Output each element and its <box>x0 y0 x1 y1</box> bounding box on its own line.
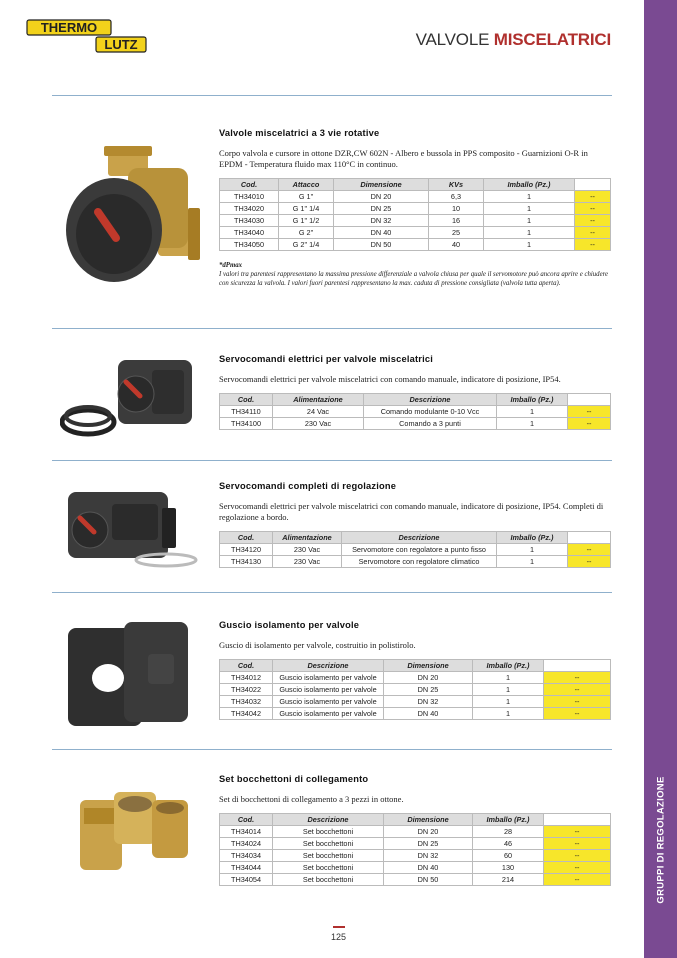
cell: TH34054 <box>220 874 273 886</box>
section-divider <box>52 749 612 750</box>
cell: TH34010 <box>220 191 279 203</box>
cell: DN 50 <box>334 239 429 251</box>
cell: G 1" <box>279 191 334 203</box>
table-row <box>220 862 611 874</box>
cell: TH34024 <box>220 838 273 850</box>
table-row <box>220 227 611 239</box>
col-attacco: Attacco <box>279 179 334 191</box>
cell: Set bocchettoni <box>273 862 384 874</box>
table-row <box>220 672 611 684</box>
section-complete-actuators <box>219 481 609 568</box>
col-imballo: Imballo (Pz.) <box>484 179 575 191</box>
cell: DN 25 <box>384 838 473 850</box>
cell: DN 40 <box>384 862 473 874</box>
brand-line2: LUTZ <box>104 37 138 52</box>
cell: TH34130 <box>220 556 273 568</box>
price-cell: -- <box>544 850 611 862</box>
cell: TH34120 <box>220 544 273 556</box>
cell: 28 <box>473 826 544 838</box>
section-title: Valvole miscelatrici a 3 vie rotative <box>219 128 380 138</box>
controller-actuator-photo <box>62 478 202 574</box>
cell: 1 <box>484 191 575 203</box>
page-title <box>416 30 611 50</box>
cell: Guscio isolamento per valvole <box>273 708 384 720</box>
cell: Comando modulante 0-10 Vcc <box>364 406 497 418</box>
cell: 46 <box>473 838 544 850</box>
section-title: Set bocchettoni di collegamento <box>219 774 369 784</box>
col-cod: Cod. <box>220 179 279 191</box>
col-imballo: Imballo (Pz.) <box>497 532 568 544</box>
col-descrizione: Descrizione <box>364 394 497 406</box>
cell: 1 <box>497 556 568 568</box>
cell: 1 <box>497 418 568 430</box>
cell: DN 20 <box>334 191 429 203</box>
price-cell: -- <box>544 826 611 838</box>
cell: TH34034 <box>220 850 273 862</box>
col-alimentazione: Alimentazione <box>273 394 364 406</box>
section-title: Servocomandi completi di regolazione <box>219 481 397 491</box>
product-table <box>219 178 611 251</box>
section-description: Servocomandi elettrici per valvole miscelatrici con comando manuale, indicatore di posizione, IP54. Completi di regolazione a bordo. <box>219 501 604 522</box>
section-union-fittings <box>219 774 609 886</box>
col-descrizione: Descrizione <box>342 532 497 544</box>
col-descrizione: Descrizione <box>273 814 384 826</box>
cell: 1 <box>484 227 575 239</box>
cell: G 1" 1/2 <box>279 215 334 227</box>
cell: 24 Vac <box>273 406 364 418</box>
cell: DN 32 <box>384 696 473 708</box>
cell: DN 40 <box>334 227 429 239</box>
price-cell: -- <box>568 556 611 568</box>
cell: 16 <box>429 215 484 227</box>
col-dimensione: Dimensione <box>334 179 429 191</box>
cell: 230 Vac <box>273 544 342 556</box>
cell: TH34022 <box>220 684 273 696</box>
col-imballo: Imballo (Pz.) <box>473 814 544 826</box>
cell: Servomotore con regolatore climatico <box>342 556 497 568</box>
cell: DN 20 <box>384 826 473 838</box>
section-divider <box>52 328 612 329</box>
col-price <box>544 660 611 672</box>
table-row <box>220 239 611 251</box>
page-number: 125 <box>330 932 347 942</box>
price-cell: -- <box>544 838 611 850</box>
section-title: Servocomandi elettrici per valvole miscelatrici <box>219 354 434 364</box>
section-divider <box>52 460 612 461</box>
price-cell: -- <box>575 191 611 203</box>
cell: DN 32 <box>334 215 429 227</box>
cell: Comando a 3 punti <box>364 418 497 430</box>
table-row <box>220 708 611 720</box>
section-description: Set di bocchettoni di collegamento a 3 pezzi in ottone. <box>219 794 404 804</box>
union-fittings-photo <box>74 778 194 888</box>
col-cod: Cod. <box>220 532 273 544</box>
price-cell: -- <box>568 406 611 418</box>
price-cell: -- <box>544 672 611 684</box>
col-cod: Cod. <box>220 394 273 406</box>
price-cell: -- <box>544 684 611 696</box>
table-row <box>220 191 611 203</box>
product-table <box>219 659 611 720</box>
cell: 25 <box>429 227 484 239</box>
cell: Set bocchettoni <box>273 838 384 850</box>
table-row <box>220 838 611 850</box>
table-header-row <box>220 532 611 544</box>
cell: DN 25 <box>384 684 473 696</box>
table-header-row <box>220 394 611 406</box>
cell: 6,3 <box>429 191 484 203</box>
cell: 1 <box>473 684 544 696</box>
brand-line1: THERMO <box>40 20 98 35</box>
table-row <box>220 203 611 215</box>
section-electric-actuators <box>219 354 609 430</box>
cell: TH34032 <box>220 696 273 708</box>
cell: TH34040 <box>220 227 279 239</box>
mixing-valve-photo <box>58 142 206 292</box>
page-title-bold: MISCELATRICI <box>493 30 611 49</box>
cell: 40 <box>429 239 484 251</box>
col-imballo: Imballo (Pz.) <box>473 660 544 672</box>
cell: 1 <box>497 406 568 418</box>
table-row <box>220 826 611 838</box>
table-row <box>220 874 611 886</box>
table-row <box>220 684 611 696</box>
price-cell: -- <box>544 874 611 886</box>
table-row <box>220 406 611 418</box>
col-price <box>568 394 611 406</box>
col-price <box>568 532 611 544</box>
table-header-row <box>220 814 611 826</box>
table-row <box>220 418 611 430</box>
cell: DN 50 <box>384 874 473 886</box>
table-header-row <box>220 660 611 672</box>
cell: TH34030 <box>220 215 279 227</box>
footnote <box>219 261 609 288</box>
cell: Guscio isolamento per valvole <box>273 672 384 684</box>
cell: 1 <box>497 544 568 556</box>
cell: Guscio isolamento per valvole <box>273 684 384 696</box>
price-cell: -- <box>568 418 611 430</box>
col-dimensione: Dimensione <box>384 814 473 826</box>
cell: 1 <box>473 672 544 684</box>
price-cell: -- <box>575 203 611 215</box>
cell: TH34100 <box>220 418 273 430</box>
cell: TH34042 <box>220 708 273 720</box>
product-table <box>219 813 611 886</box>
price-cell: -- <box>575 239 611 251</box>
cell: Set bocchettoni <box>273 850 384 862</box>
cell: DN 20 <box>384 672 473 684</box>
cell: G 2" <box>279 227 334 239</box>
col-price <box>544 814 611 826</box>
actuator-photo <box>60 352 200 444</box>
col-cod: Cod. <box>220 660 273 672</box>
section-insulation-shells <box>219 620 609 720</box>
price-cell: -- <box>544 696 611 708</box>
cell: 214 <box>473 874 544 886</box>
cell: TH34020 <box>220 203 279 215</box>
col-descrizione: Descrizione <box>273 660 384 672</box>
footnote-text: I valori tra parentesi rappresentano la massima pressione differenziale a valvola chiusa per quale il servomotore può ancora aprire e chiudere con sicurezza la valvola. I valori fuori parentesi rappresentano la max. caduta di pressione consigliata (valvola tutta aperta). <box>219 271 609 287</box>
cell: TH34014 <box>220 826 273 838</box>
table-row <box>220 544 611 556</box>
table-row <box>220 556 611 568</box>
cell: 1 <box>473 696 544 708</box>
cell: 60 <box>473 850 544 862</box>
cell: 1 <box>484 239 575 251</box>
cell: 230 Vac <box>273 418 364 430</box>
cell: 1 <box>473 708 544 720</box>
price-cell: -- <box>544 708 611 720</box>
cell: 230 Vac <box>273 556 342 568</box>
cell: 10 <box>429 203 484 215</box>
cell: 130 <box>473 862 544 874</box>
cell: 1 <box>484 215 575 227</box>
cell: G 2" 1/4 <box>279 239 334 251</box>
col-kvs: KVs <box>429 179 484 191</box>
price-cell: -- <box>575 215 611 227</box>
col-price <box>575 179 611 191</box>
table-row <box>220 215 611 227</box>
cell: TH34110 <box>220 406 273 418</box>
sidebar-label-text: GRUPPI DI REGOLAZIONE <box>655 776 666 904</box>
cell: TH34050 <box>220 239 279 251</box>
sidebar-label <box>644 760 677 920</box>
table-header-row <box>220 179 611 191</box>
cell: G 1" 1/4 <box>279 203 334 215</box>
col-imballo: Imballo (Pz.) <box>497 394 568 406</box>
price-cell: -- <box>568 544 611 556</box>
brand-logo <box>26 18 148 54</box>
insulation-shell-photo <box>64 614 194 734</box>
section-mixing-valves <box>219 128 609 288</box>
section-divider <box>52 592 612 593</box>
cell: DN 25 <box>334 203 429 215</box>
col-dimensione: Dimensione <box>384 660 473 672</box>
cell: 1 <box>484 203 575 215</box>
section-title: Guscio isolamento per valvole <box>219 620 360 630</box>
page-number-accent <box>333 926 345 928</box>
product-table <box>219 531 611 568</box>
price-cell: -- <box>544 862 611 874</box>
cell: Servomotore con regolatore a punto fisso <box>342 544 497 556</box>
price-cell: -- <box>575 227 611 239</box>
col-cod: Cod. <box>220 814 273 826</box>
product-table <box>219 393 611 430</box>
cell: Guscio isolamento per valvole <box>273 696 384 708</box>
footnote-title: *dPmax <box>219 262 243 269</box>
cell: Set bocchettoni <box>273 826 384 838</box>
section-description: Servocomandi elettrici per valvole miscelatrici con comando manuale, indicatore di posizione, IP54. <box>219 374 561 384</box>
section-divider <box>52 95 612 96</box>
table-row <box>220 850 611 862</box>
section-description: Corpo valvola e cursore in ottone DZR,CW 602N - Albero e bussola in PPS composito - Guarnizioni O-R in EPDM - Temperatura fluido max 110°C in continuo. <box>219 148 588 169</box>
col-alimentazione: Alimentazione <box>273 532 342 544</box>
cell: DN 40 <box>384 708 473 720</box>
table-row <box>220 696 611 708</box>
cell: DN 32 <box>384 850 473 862</box>
page-title-light: VALVOLE <box>415 30 490 49</box>
cell: TH34012 <box>220 672 273 684</box>
section-description: Guscio di isolamento per valvole, costruitio in polistirolo. <box>219 640 416 650</box>
cell: TH34044 <box>220 862 273 874</box>
cell: Set bocchettoni <box>273 874 384 886</box>
